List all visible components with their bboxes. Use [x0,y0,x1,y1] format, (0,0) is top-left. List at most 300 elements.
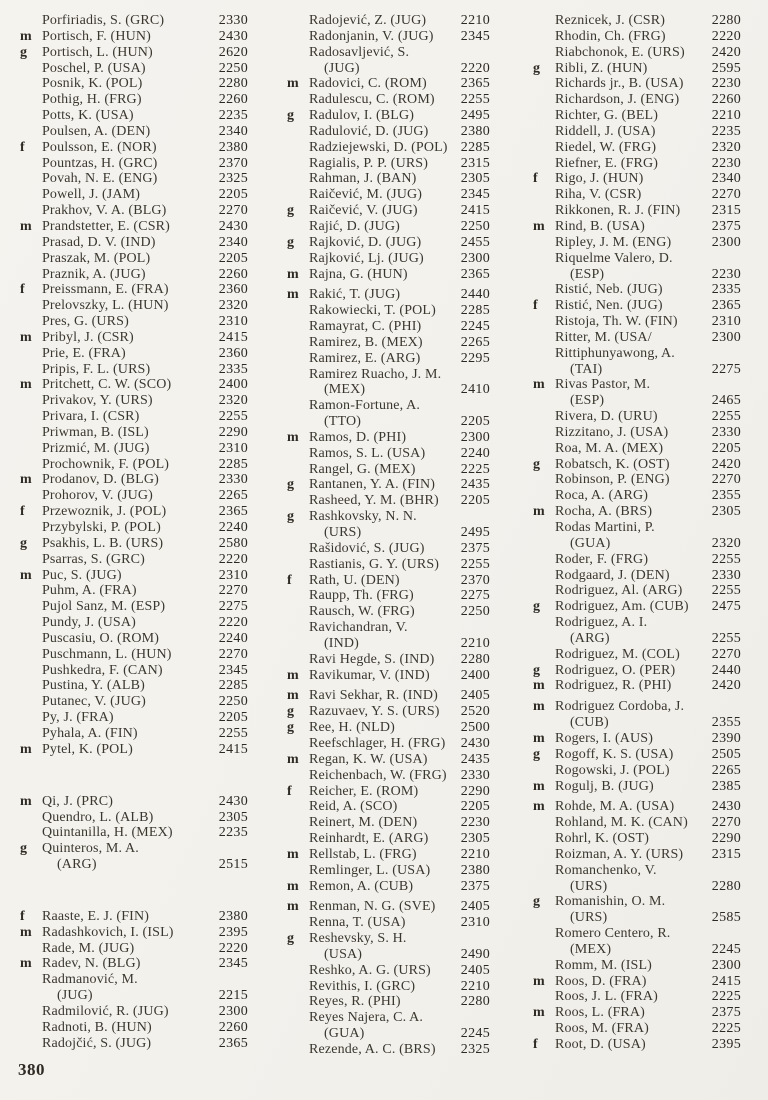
list-item [533,61,741,77]
rating-value: 2330 [460,767,490,783]
player-name: Raičević, M. (JUG) [309,187,423,203]
list-item [20,599,248,615]
list-item [287,899,490,915]
list-item [533,942,741,958]
player-name: Qi, J. (PRC) [42,793,114,809]
list-item [533,1037,741,1053]
list-item [287,398,490,414]
player-name: Romero Centero, R. [555,926,671,942]
rating-value: 2505 [711,746,741,762]
player-name: Rocha, A. (BRS) [555,504,653,520]
player-name: Romanishin, O. M. [555,894,666,910]
list-item [533,731,741,747]
list-item [287,573,490,589]
title-prefix: m [287,878,299,894]
rating-value: 2225 [460,461,490,477]
list-item [533,298,741,314]
list-item [533,76,741,92]
list-item [20,810,248,826]
player-name: Raičević, V. (JUG) [309,203,418,219]
rating-value: 2210 [460,13,490,28]
rating-value: 2310 [218,314,248,330]
list-item [533,847,741,863]
list-item [533,472,741,488]
rating-value: 2255 [460,556,490,572]
list-item [287,588,490,604]
player-name: Prohorov, V. (JUG) [42,488,153,504]
rating-value: 2255 [711,409,741,425]
player-name: Rogulj, B. (JUG) [555,778,654,794]
player-name: Radnoti, B. (HUN) [42,1019,152,1035]
list-item [533,29,741,45]
player-name: Radulescu, C. (ROM) [309,92,435,108]
player-name: Rogowski, J. (POL) [555,762,670,778]
list-item [533,282,741,298]
player-name: Rodriguez, M. (COL) [555,646,680,662]
list-item [287,688,490,704]
list-item [533,747,741,763]
list-item [287,768,490,784]
title-prefix: f [20,908,25,924]
rating-value: 2255 [711,583,741,599]
player-name: Pyhala, A. (FIN) [42,725,138,741]
rating-value: 2205 [460,799,490,815]
player-name: Radonjanin, V. (JUG) [309,28,434,44]
player-name: Rahman, J. (BAN) [309,171,417,187]
rating-value: 2205 [711,440,741,456]
rating-value: 2220 [218,551,248,567]
rating-value: 2340 [218,123,248,139]
list-item [20,972,248,988]
rating-value: 2375 [460,540,490,556]
player-name: Ristić, Nen. (JUG) [555,298,663,314]
player-name: (ARG) [570,630,610,646]
rating-value: 2415 [218,329,248,345]
list-item [533,779,741,795]
list-item [20,909,248,925]
player-name: Radashkovich, I. (ISL) [42,924,174,940]
list-item [287,477,490,493]
player-name: (ESP) [570,266,605,282]
player-name: Reicher, E. (ROM) [309,783,419,799]
list-item [20,409,248,425]
player-name: Ravikumar, V. (IND) [309,667,430,683]
list-item [20,678,248,694]
list-item [533,815,741,831]
title-prefix: f [533,1037,538,1052]
rating-value: 2255 [218,409,248,425]
player-name: Rangel, G. (MEX) [309,461,416,477]
list-item [533,457,741,473]
player-name: Rodriguez, A. I. [555,615,648,631]
rating-value: 2280 [460,651,490,667]
list-item [287,525,490,541]
title-prefix: m [533,730,545,746]
title-prefix: g [287,477,294,493]
section-gap [20,873,248,909]
list-item [20,330,248,346]
rating-value: 2300 [460,429,490,445]
player-name: Rodas Martini, P. [555,520,655,535]
rating-value: 2490 [460,946,490,962]
player-name: Pripis, F. L. (URS) [42,361,151,377]
player-name: Rohland, M. K. (CAN) [555,815,688,831]
list-item [20,631,248,647]
list-item [20,841,248,857]
rating-value: 2235 [218,825,248,841]
list-item [533,799,741,815]
list-item [287,45,490,61]
player-name: Quinteros, M. A. [42,841,139,857]
player-name: Portisch, L. (HUN) [42,44,153,60]
rating-value: 2380 [218,139,248,155]
list-item [20,742,248,758]
rating-value: 2275 [711,361,741,377]
player-name: Reichenbach, W. (FRG) [309,767,447,783]
player-name: Portisch, F. (HUN) [42,28,151,44]
title-prefix: m [20,472,32,488]
list-item [533,763,741,779]
player-name: Priwman, B. (ISL) [42,424,149,440]
list-item [287,704,490,720]
player-name: Rajković, Lj. (JUG) [309,250,424,266]
list-item [287,668,490,684]
rating-value: 2330 [711,567,741,583]
rating-value: 2210 [711,108,741,124]
rating-value: 2250 [460,218,490,234]
player-name: Rittiphunyawong, A. [555,345,675,361]
rating-value: 2300 [460,250,490,266]
list-item [533,251,741,267]
rating-value: 2360 [218,345,248,361]
rating-value: 2270 [218,203,248,219]
player-name: Poulsson, E. (NOR) [42,139,157,155]
title-prefix: g [287,931,294,947]
list-item [20,393,248,409]
list-item [20,1004,248,1020]
player-name: Ramirez, B. (MEX) [309,334,423,350]
title-prefix: m [533,218,545,234]
rating-value: 2255 [711,551,741,567]
player-name: Prandstetter, E. (CSR) [42,218,170,234]
rating-value: 2270 [711,472,741,488]
list-item [287,994,490,1010]
player-name: (TAI) [570,361,603,377]
rating-value: 2210 [460,846,490,862]
player-name: Porfiriadis, S. (GRC) [42,13,165,28]
player-name: Roa, M. A. (MEX) [555,440,664,456]
title-prefix: g [287,704,294,720]
title-prefix: g [533,662,540,678]
title-prefix: g [533,599,540,615]
list-item [287,604,490,620]
rating-value: 2385 [711,778,741,794]
player-name: Quendro, L. (ALB) [42,809,154,825]
player-name: Rohde, M. A. (USA) [555,799,675,815]
rating-value: 2275 [218,599,248,615]
rating-value: 2245 [711,941,741,957]
rating-value: 2270 [711,815,741,831]
player-name: Rivas Pastor, M. [555,377,651,393]
title-prefix: m [287,899,299,915]
list-item [287,784,490,800]
list-item [533,863,741,879]
player-name: Rodriguez, Al. (ARG) [555,583,683,599]
list-item [533,409,741,425]
rating-value: 2220 [460,60,490,76]
player-name: Robatsch, K. (OST) [555,456,670,472]
list-item [20,1036,248,1052]
list-item [533,219,741,235]
rating-value: 2620 [218,44,248,60]
player-name: Reshko, A. G. (URS) [309,962,431,978]
rating-value: 2300 [711,957,741,973]
rating-value: 2585 [711,910,741,926]
player-name: Radmilović, R. (JUG) [42,1003,169,1019]
list-item [533,171,741,187]
list-item [533,393,741,409]
rating-value: 2225 [711,989,741,1005]
title-prefix: m [20,218,32,234]
rating-value: 2230 [711,155,741,171]
player-name: Prelovszky, L. (HUN) [42,298,169,314]
rating-value: 2365 [460,266,490,282]
player-name: Roos, J. L. (FRA) [555,989,658,1005]
column-3 [533,13,741,1058]
list-item [20,203,248,219]
list-item [20,282,248,298]
title-prefix: m [533,504,545,520]
list-item [20,857,248,873]
player-name: (IND) [324,635,359,651]
list-item [533,203,741,219]
rating-value: 2310 [218,440,248,456]
title-prefix: f [533,298,538,314]
title-prefix: m [533,973,545,989]
rating-value: 2345 [218,662,248,678]
rating-value: 2415 [218,741,248,757]
list-item [287,61,490,77]
list-item [20,647,248,663]
player-name: Rantanen, Y. A. (FIN) [309,477,436,493]
rating-value: 2405 [460,962,490,978]
list-item [20,314,248,330]
rating-value: 2395 [218,924,248,940]
rating-value: 2245 [460,1026,490,1042]
list-item [533,520,741,536]
list-item [20,568,248,584]
rating-value: 2580 [218,535,248,551]
player-name: (TTO) [324,414,362,430]
list-item [533,552,741,568]
list-item [533,92,741,108]
rating-value: 2405 [460,899,490,915]
player-name: Rodriguez, R. (PHI) [555,678,672,694]
rating-value: 2310 [218,567,248,583]
list-item [287,430,490,446]
player-name: Rakowiecki, T. (POL) [309,303,436,319]
player-name: Roder, F. (FRG) [555,551,649,567]
list-item [533,488,741,504]
rating-value: 2375 [711,1005,741,1021]
rating-value: 2355 [711,488,741,504]
list-item [533,13,741,29]
list-item [20,298,248,314]
title-prefix: m [20,793,32,809]
player-name: Przybylski, P. (POL) [42,520,161,535]
rating-value: 2435 [460,751,490,767]
rating-value: 2330 [711,424,741,440]
list-item [20,108,248,124]
rating-value: 2230 [460,815,490,831]
list-item [533,663,741,679]
rating-value: 2320 [218,298,248,314]
player-name: Reid, A. (SCO) [309,799,398,815]
title-prefix: m [20,956,32,972]
rating-value: 2365 [711,298,741,314]
title-prefix: g [533,456,540,472]
player-name: Powell, J. (JAM) [42,187,141,203]
rating-value: 2290 [711,831,741,847]
player-name: Puschmann, L. (HUN) [42,646,172,662]
list-item [20,61,248,77]
list-item [20,504,248,520]
player-name: Pustina, Y. (ALB) [42,678,145,694]
list-item [533,879,741,895]
rating-value: 2495 [460,108,490,124]
list-item [533,330,741,346]
player-name: Radulović, D. (JUG) [309,123,429,139]
player-name: Ramayrat, C. (PHI) [309,319,422,335]
rating-value: 2420 [711,678,741,694]
rating-value: 2430 [218,28,248,44]
title-prefix: m [287,688,299,704]
list-item [20,441,248,457]
rating-value: 2390 [711,730,741,746]
title-prefix: m [20,377,32,393]
list-item [533,362,741,378]
player-name: Rath, U. (DEN) [309,572,400,588]
player-name: Ramon-Fortune, A. [309,398,421,414]
rating-value: 2515 [218,857,248,873]
list-item [20,251,248,267]
list-item [287,76,490,92]
player-name: Poulsen, A. (DEN) [42,123,151,139]
player-name: Ree, H. (NLD) [309,720,395,736]
rating-value: 2380 [460,862,490,878]
player-name: Rodriguez, O. (PER) [555,662,676,678]
list-item [20,29,248,45]
title-prefix: m [287,76,299,92]
rating-value: 2305 [460,831,490,847]
player-name: Ramos, S. L. (USA) [309,445,426,461]
player-name: Radmanović, M. [42,972,138,988]
rating-value: 2420 [711,44,741,60]
list-item [20,377,248,393]
rating-value: 2235 [711,123,741,139]
list-item [20,267,248,283]
player-name: Rakić, T. (JUG) [309,287,401,303]
list-item [20,92,248,108]
rating-value: 2235 [218,108,248,124]
player-name: Radovici, C. (ROM) [309,76,427,92]
player-name: Roca, A. (ARG) [555,488,649,504]
list-item [533,140,741,156]
player-name: Remon, A. (CUB) [309,878,414,894]
title-prefix: f [287,572,292,588]
rating-value: 2240 [460,445,490,461]
player-name: Rashkovsky, N. N. [309,509,417,525]
rating-value: 2265 [218,488,248,504]
rating-value: 2275 [460,588,490,604]
list-item [533,314,741,330]
list-item [533,124,741,140]
rating-value: 2415 [711,973,741,989]
player-name: Prie, E. (FRA) [42,345,126,361]
list-item [287,931,490,947]
list-item [287,251,490,267]
rating-value: 2255 [460,92,490,108]
player-name: Reyes, R. (PHI) [309,994,401,1010]
list-item [20,710,248,726]
player-name: Root, D. (USA) [555,1037,646,1052]
player-name: Renman, N. G. (SVE) [309,899,436,915]
rating-value: 2310 [460,915,490,931]
list-item [287,187,490,203]
player-name: (CUB) [570,715,609,731]
player-name: Radev, N. (BLG) [42,956,141,972]
list-item [287,915,490,931]
list-item [287,736,490,752]
list-item [287,652,490,668]
list-item [533,615,741,631]
list-item [533,187,741,203]
list-item [287,1026,490,1042]
player-name: Robinson, P. (ENG) [555,472,670,488]
player-name: Rodriguez Cordoba, J. [555,699,685,715]
rating-value: 2220 [218,615,248,631]
rating-value: 2520 [460,704,490,720]
player-name: Ravi Sekhar, R. (IND) [309,688,438,704]
rating-value: 2285 [460,139,490,155]
list-item [533,504,741,520]
list-item [20,726,248,742]
rating-value: 2245 [460,319,490,335]
rating-value: 2380 [218,908,248,924]
list-item [20,552,248,568]
player-name: Riha, V. (CSR) [555,187,642,203]
rating-value: 2300 [218,1003,248,1019]
rating-value: 2325 [218,171,248,187]
list-item [533,377,741,393]
player-name: Rastianis, G. Y. (URS) [309,556,440,572]
rating-value: 2285 [218,456,248,472]
rating-value: 2325 [460,1042,490,1057]
title-prefix: g [533,894,540,910]
player-name: Puc, S. (JUG) [42,567,122,583]
player-name: Romanchenko, V. [555,862,657,878]
player-name: Puhm, A. (FRA) [42,583,137,599]
list-item [287,493,490,509]
title-prefix: m [20,741,32,757]
list-item [287,979,490,995]
title-prefix: g [533,746,540,762]
rating-value: 2320 [218,393,248,409]
rating-value: 2430 [460,735,490,751]
list-item [287,1010,490,1026]
rating-value: 2205 [460,493,490,509]
list-item [20,156,248,172]
